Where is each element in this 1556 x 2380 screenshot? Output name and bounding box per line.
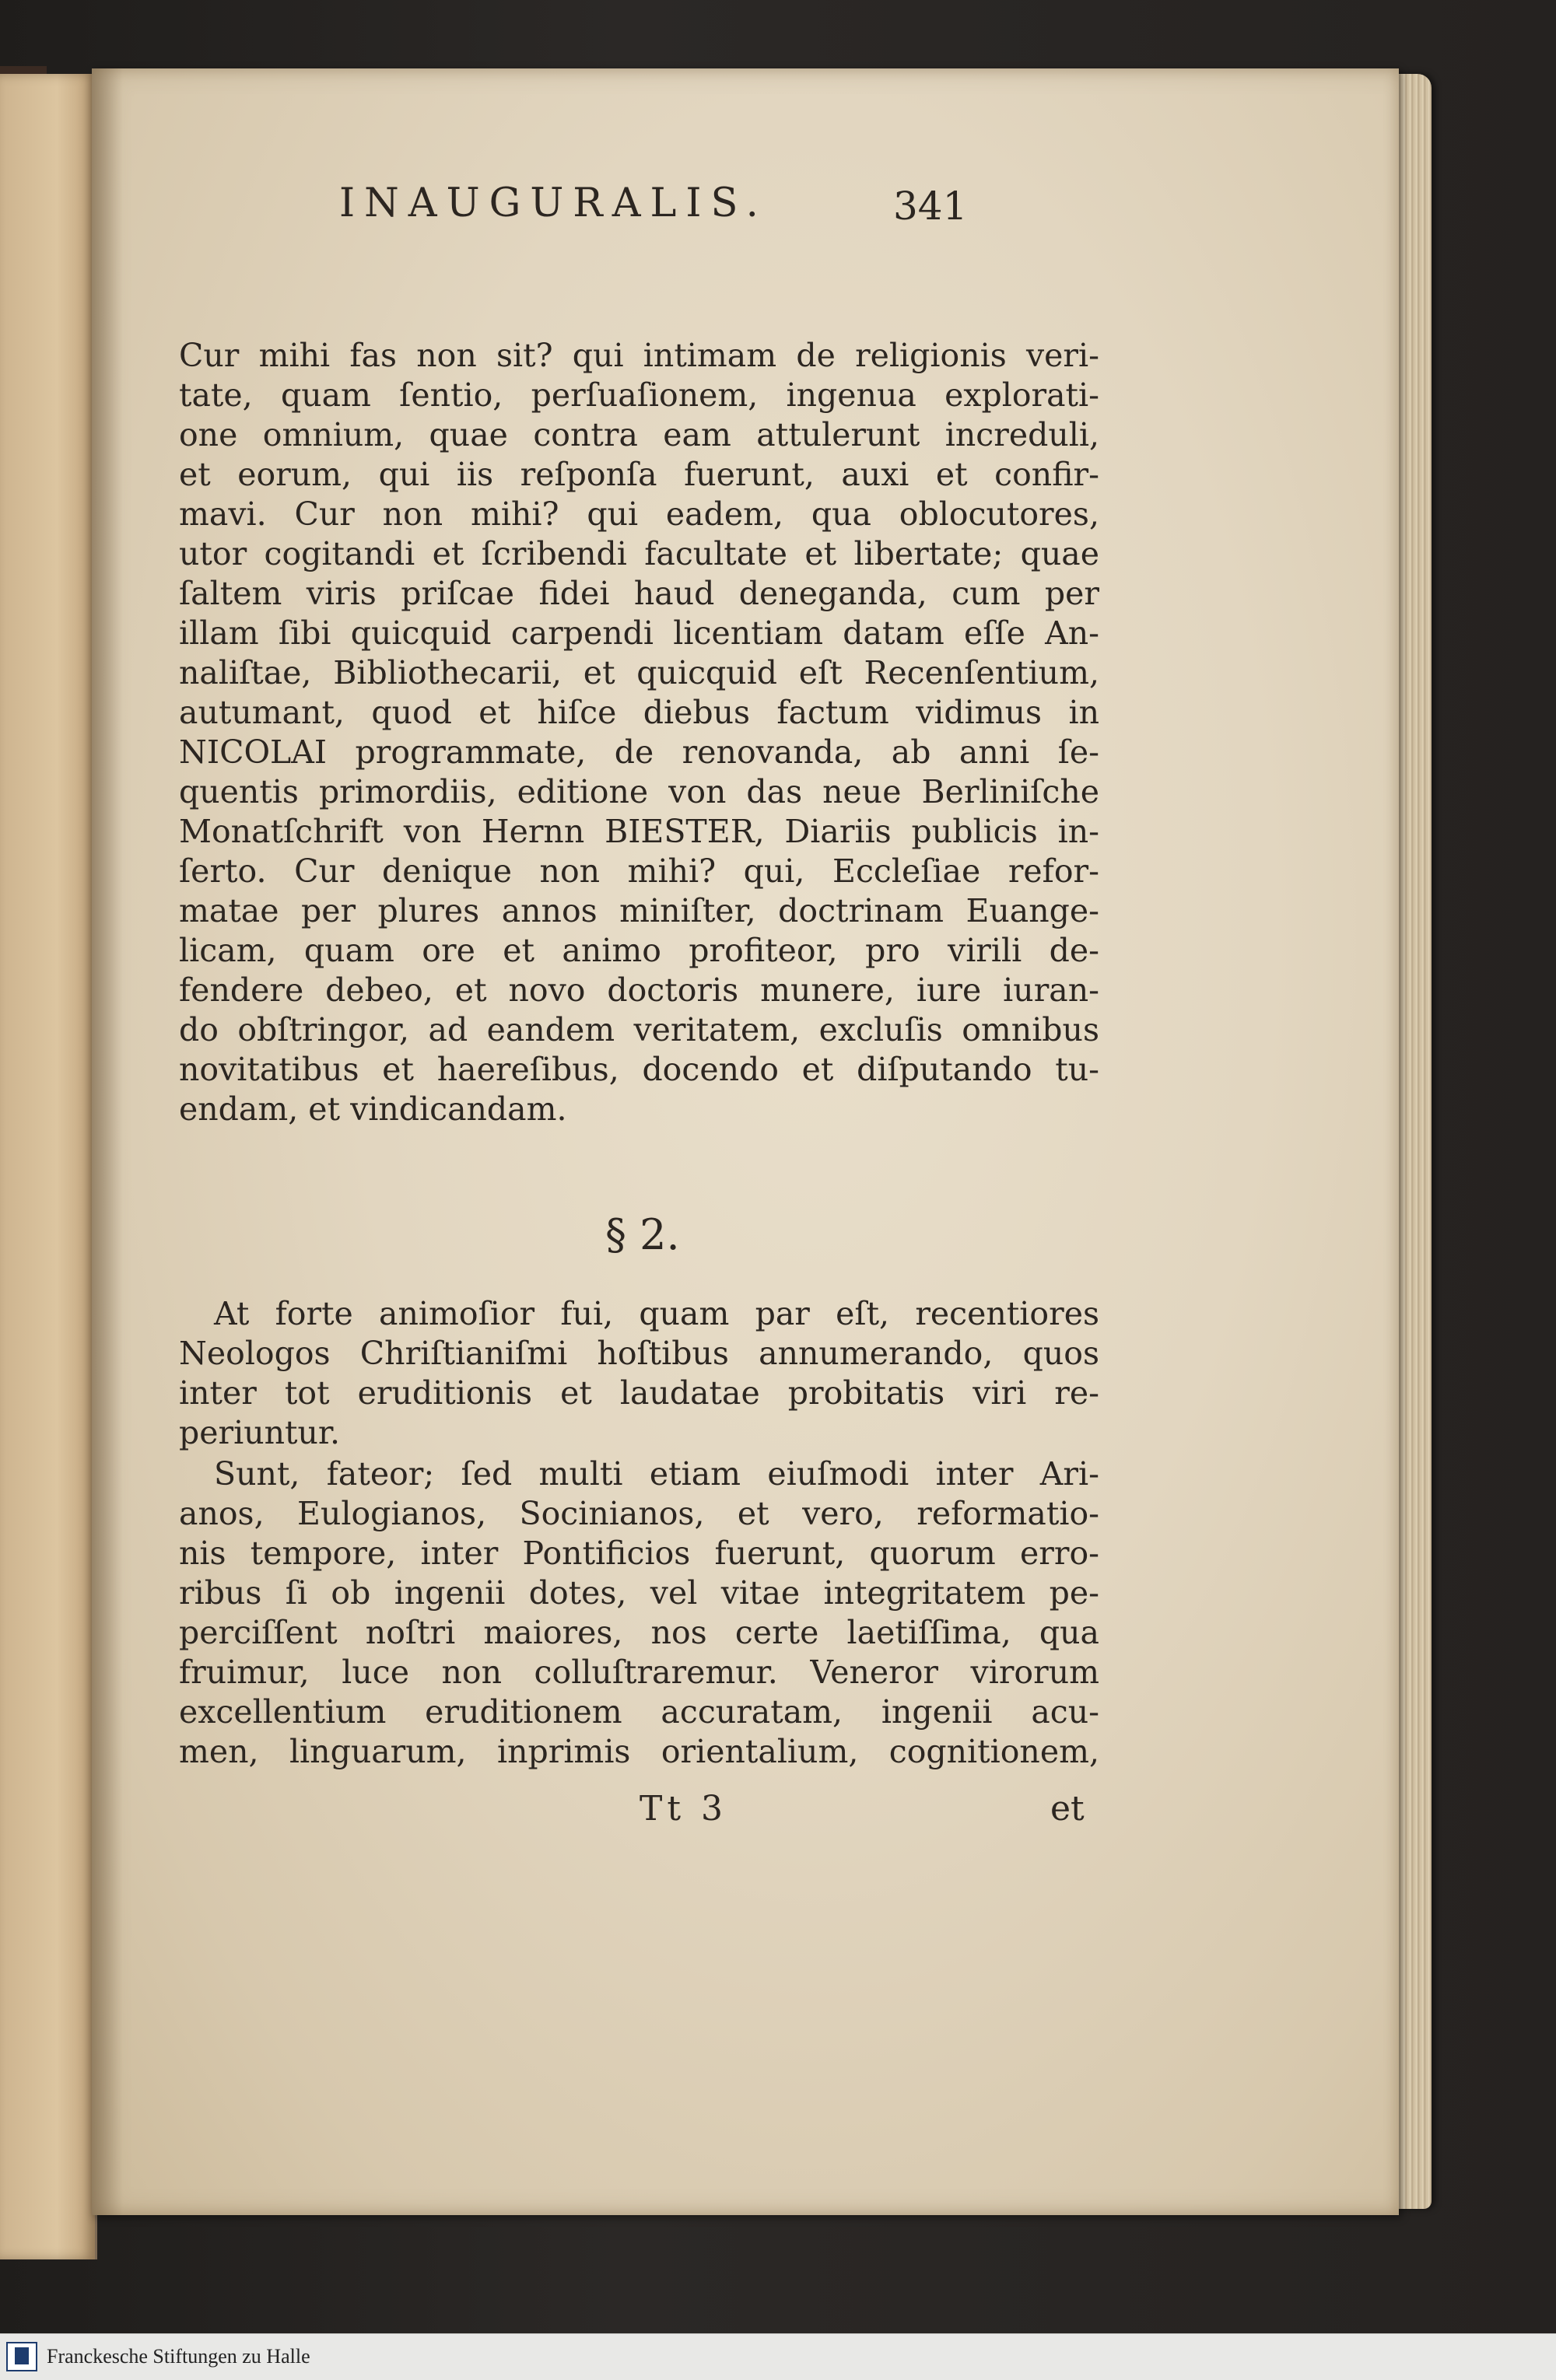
text-line: fendere debeo, et novo doctoris munere, iure iuran- bbox=[179, 971, 1099, 1009]
text-line: ſaltem viris priſcae fidei haud deneganda, cum per bbox=[179, 575, 1099, 612]
text-line: licam, quam ore et animo profiteor, pro virili de- bbox=[179, 932, 1099, 969]
text-line: ſerto. Cur denique non mihi? qui, Eccleſiae refor- bbox=[179, 852, 1099, 890]
catchword: et bbox=[1050, 1789, 1085, 1829]
text-line: nis tempore, inter Pontificios fuerunt, quorum erro- bbox=[179, 1535, 1099, 1572]
text-line: excellentium eruditionem accuratam, ingenii acu- bbox=[179, 1693, 1099, 1731]
text-line: perciſſent noſtri maiores, nos certe laetiſſima, qua bbox=[179, 1614, 1099, 1651]
signature-mark: Tt 3 bbox=[640, 1789, 728, 1829]
text-line: ribus ſi ob ingenii dotes, vel vitae integritatem pe- bbox=[179, 1574, 1099, 1612]
text-line: men, linguarum, inprimis orientalium, cognitionem, bbox=[179, 1733, 1099, 1770]
text-line: do obſtringor, ad eandem veritatem, excluſis omnibus bbox=[179, 1011, 1099, 1048]
institution-logo-icon bbox=[6, 2342, 37, 2371]
text-line: Cur mihi fas non sit? qui intimam de religionis veri- bbox=[179, 337, 1099, 374]
text-line: et eorum, qui iis reſponſa fuerunt, auxi et confir- bbox=[179, 456, 1099, 493]
footer-institution-name: Franckesche Stiftungen zu Halle bbox=[47, 2345, 310, 2368]
text-line: inter tot eruditionis et laudatae probitatis viri re- bbox=[179, 1374, 1099, 1412]
left-facing-page-edge bbox=[0, 74, 97, 2259]
text-line: tate, quam ſentio, perſuaſionem, ingenua explorati- bbox=[179, 376, 1099, 414]
text-line: autumant, quod et hiſce diebus factum vidimus in bbox=[179, 694, 1099, 731]
text-line: At forte animoſior fui, quam par eſt, recentiores bbox=[214, 1295, 1099, 1332]
text-line: periuntur. bbox=[179, 1414, 341, 1451]
text-line: illam ſibi quicquid carpendi licentiam datam eſſe An- bbox=[179, 614, 1099, 652]
section-heading: § 2. bbox=[605, 1210, 680, 1259]
text-line: quentis primordiis, editione von das neue Berliniſche bbox=[179, 773, 1099, 810]
text-line: one omnium, quae contra eam attulerunt increduli, bbox=[179, 416, 1099, 453]
text-line: fruimur, luce non colluſtraremur. Veneror virorum bbox=[179, 1654, 1099, 1691]
text-line: utor cogitandi et ſcribendi facultate et libertate; quae bbox=[179, 535, 1099, 572]
text-line: novitatibus et haereſibus, docendo et diſputando tu- bbox=[179, 1051, 1099, 1088]
text-line: Monatſchrift von Hernn BIESTER, Diariis publicis in- bbox=[179, 813, 1099, 850]
text-line: matae per plures annos miniſter, doctrinam Euange- bbox=[179, 892, 1099, 929]
footer-bar bbox=[0, 2333, 1556, 2380]
text-line: anos, Eulogianos, Socinianos, et vero, reformatio- bbox=[179, 1495, 1099, 1532]
page-number: 341 bbox=[893, 184, 968, 229]
text-line: Neologos Chriſtianiſmi hoſtibus annumerando, quos bbox=[179, 1335, 1099, 1372]
text-line: Sunt, fateor; ſed multi etiam eiuſmodi inter Ari- bbox=[214, 1455, 1099, 1493]
page-gutter-shadow bbox=[92, 68, 123, 2215]
text-line: mavi. Cur non mihi? qui eadem, qua oblocutores, bbox=[179, 495, 1099, 533]
text-line: NICOLAI programmate, de renovanda, ab anni ſe- bbox=[179, 733, 1099, 771]
running-head: INAUGURALIS. bbox=[339, 180, 768, 226]
text-line: naliſtae, Bibliothecarii, et quicquid eſt Recenſentium, bbox=[179, 654, 1099, 691]
text-line: endam, et vindicandam. bbox=[179, 1090, 567, 1128]
